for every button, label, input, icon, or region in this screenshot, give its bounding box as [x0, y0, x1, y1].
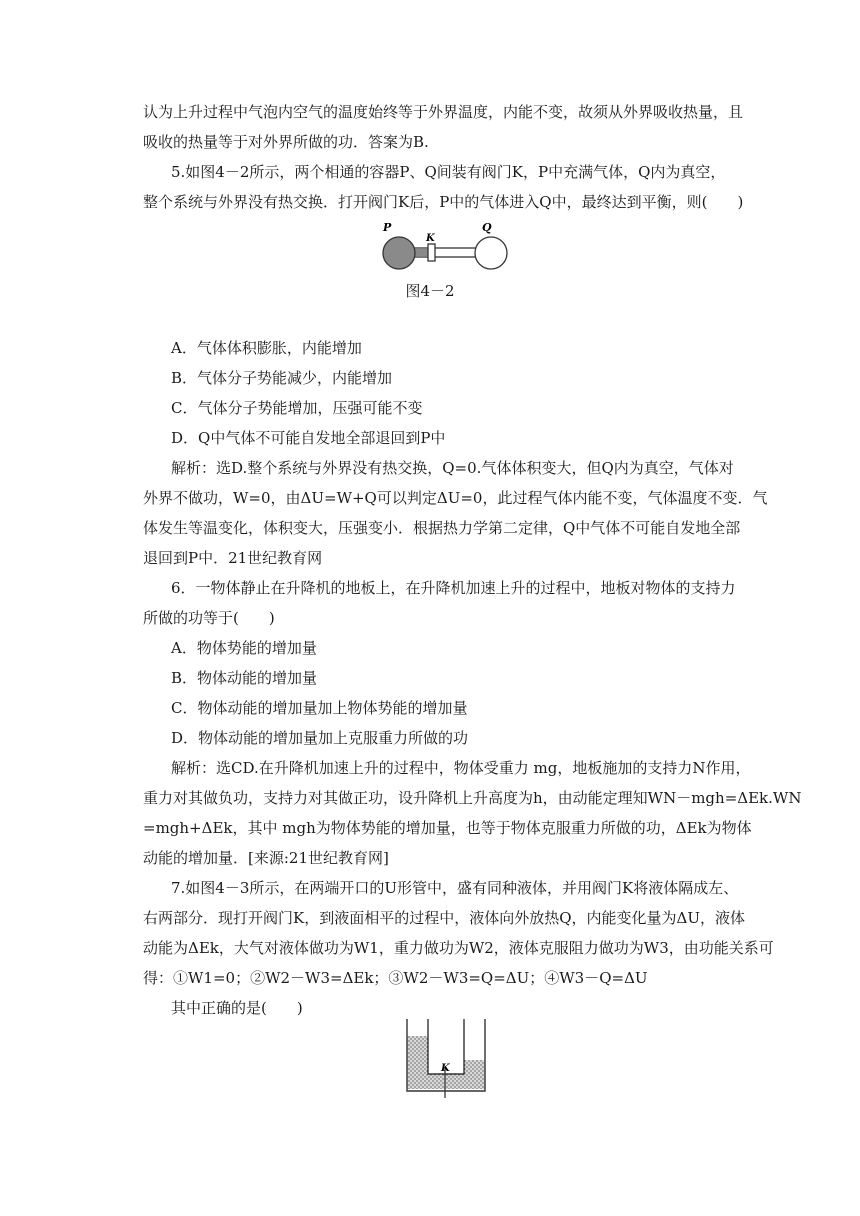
analysis-text: 解析：选CD.在升降机加速上升的过程中，物体受重力 mg，地板施加的支持力N作用，	[171, 759, 751, 777]
question-7-text: 7.如图4－3所示，在两端开口的U形管中，盛有同种液体，并用阀门K将液体隔成左、	[171, 879, 739, 897]
label-p: P	[383, 222, 392, 234]
analysis-text: =mgh+ΔEk，其中 mgh为物体势能的增加量，也等于物体克服重力所做的功，ΔEk为物体	[143, 819, 752, 837]
analysis-text: 解析：选D.整个系统与外界没有热交换，Q=0.气体体积变大，但Q内为真空，气体对	[171, 459, 734, 477]
valve-k	[428, 244, 435, 261]
option-d: D．物体动能的增加量加上克服重力所做的功	[171, 729, 469, 747]
label-q: Q	[482, 222, 492, 234]
question-7-prompt: 其中正确的是( )	[171, 999, 303, 1017]
text-line: 认为上升过程中气泡内空气的温度始终等于外界温度，内能不变，故须从外界吸收热量，且	[143, 103, 744, 121]
question-6-text: 6．一物体静止在升降机的地板上，在升降机加速上升的过程中，地板对物体的支持力	[171, 579, 736, 597]
question-7-text: 右两部分．现打开阀门K，到液面相平的过程中，液体向外放热Q，内能变化量为ΔU，液体	[143, 909, 745, 927]
analysis-text: 退回到P中．21世纪教育网	[143, 549, 323, 567]
analysis-text: 体发生等温变化，体积变大，压强变小．根据热力学第二定律，Q中气体不可能自发地全部	[143, 519, 741, 537]
option-a: A．气体体积膨胀，内能增加	[171, 339, 362, 357]
option-b: B．气体分子势能减少，内能增加	[171, 369, 393, 387]
analysis-text: 重力对其做负功，支持力对其做正功，设升降机上升高度为h，由动能定理知WN－mgh=ΔEk.WN	[143, 789, 802, 807]
question-5-text: 5.如图4－2所示，两个相通的容器P、Q间装有阀门K，P中充满气体，Q内为真空，	[171, 163, 726, 181]
label-k: K	[426, 233, 435, 244]
analysis-text: 外界不做功，W=0，由ΔU=W+Q可以判定ΔU=0，此过程气体内能不变，气体温度不变．气	[143, 489, 768, 507]
label-k: K	[441, 1063, 450, 1074]
container-q	[475, 237, 507, 269]
figure-caption: 图4－2	[405, 282, 455, 300]
option-b: B．物体动能的增加量	[171, 669, 318, 687]
figure-4-2	[375, 222, 515, 272]
figure-u-tube	[398, 1018, 493, 1098]
question-7-text: 动能为ΔEk，大气对液体做功为W1，重力做功为W2，液体克服阻力做功为W3，由功能关系可	[143, 939, 774, 957]
question-6-text: 所做的功等于( )	[143, 609, 275, 627]
question-7-text: 得：①W1=0；②W2－W3=ΔEk；③W2－W3=Q=ΔU；④W3－Q=ΔU	[143, 969, 648, 987]
text-line: 吸收的热量等于对外界所做的功．答案为B.	[143, 133, 429, 151]
option-c: C．气体分子势能增加，压强可能不变	[171, 399, 423, 417]
container-p	[383, 237, 415, 269]
question-5-text: 整个系统与外界没有热交换．打开阀门K后，P中的气体进入Q中，最终达到平衡，则( )	[143, 193, 744, 211]
option-a: A．物体势能的增加量	[171, 639, 317, 657]
analysis-text: 动能的增加量．[来源:21世纪教育网]	[143, 849, 389, 867]
option-d: D．Q中气体不可能自发地全部退回到P中	[171, 429, 446, 447]
option-c: C．物体动能的增加量加上物体势能的增加量	[171, 699, 468, 717]
